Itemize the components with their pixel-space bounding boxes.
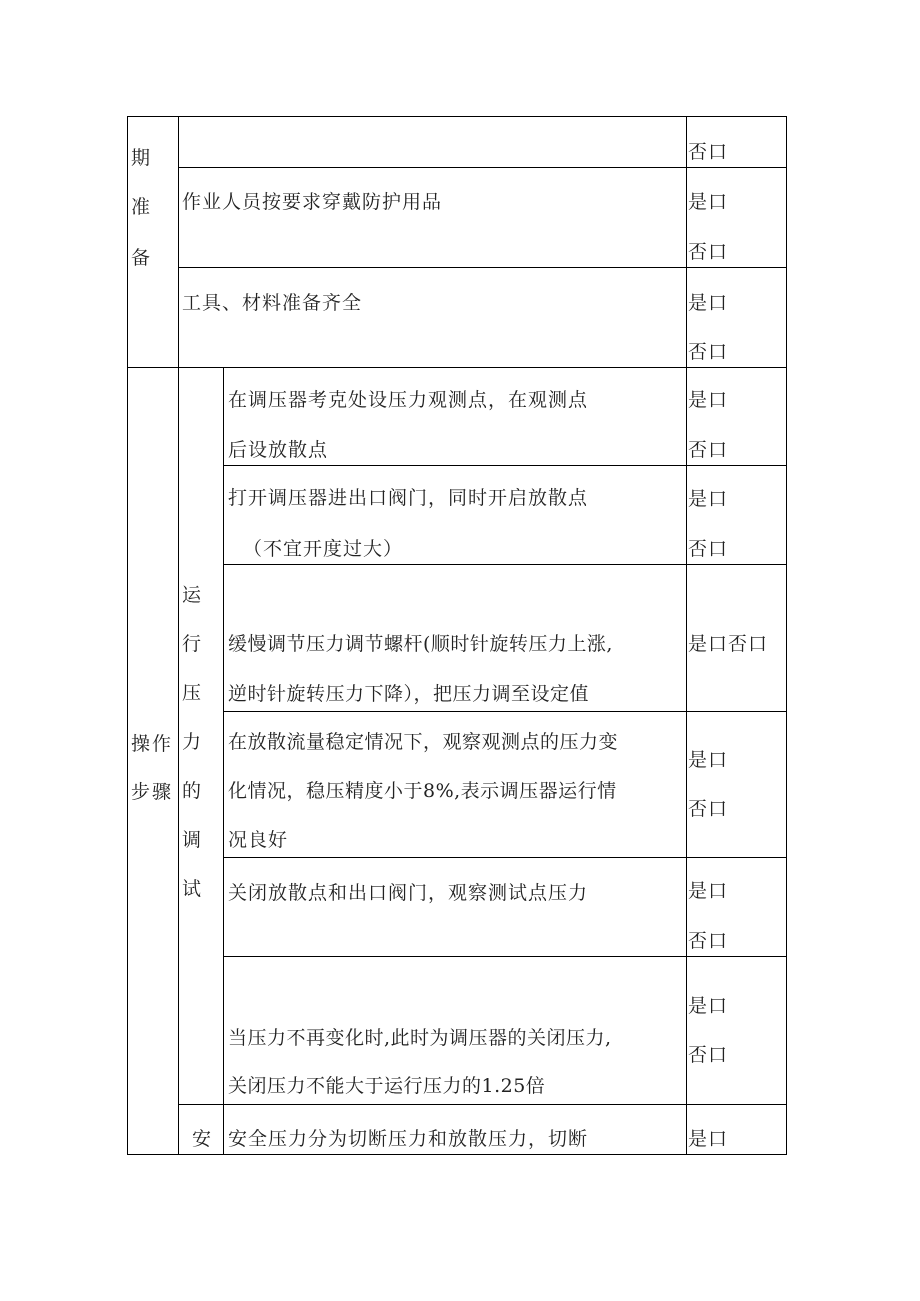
step-text: 在调压器考克处设压力观测点，在观测点 — [228, 389, 589, 411]
row-border — [178, 1104, 787, 1105]
sub-label-char: 力 — [182, 731, 202, 753]
step-text: 化情况，稳压精度小于8%,表示调压器运行情 — [228, 780, 617, 802]
step-text: 关闭放散点和出口阀门，观察测试点压力 — [228, 882, 589, 904]
section-label-char: 备 — [131, 247, 151, 269]
option-no[interactable]: 否口 — [688, 141, 729, 163]
col-border — [223, 367, 224, 1155]
option-yes[interactable]: 是口 — [688, 488, 729, 510]
step-text: 打开调压器进出口阀门，同时开启放散点 — [228, 487, 589, 509]
option-yes-no[interactable]: 是口否口 — [688, 633, 769, 655]
step-text: 况良好 — [228, 829, 289, 851]
sub-label-char: 调 — [182, 829, 202, 851]
option-no[interactable]: 否口 — [688, 241, 729, 263]
option-yes[interactable]: 是口 — [688, 292, 729, 314]
col-border — [686, 116, 687, 1155]
option-yes[interactable]: 是口 — [688, 880, 729, 902]
step-text: 逆时针旋转压力下降），把压力调至设定值 — [228, 683, 590, 705]
option-no[interactable]: 否口 — [688, 538, 729, 560]
row-border — [223, 711, 787, 712]
row-border — [127, 1154, 787, 1155]
option-yes[interactable]: 是口 — [688, 1128, 729, 1150]
option-no[interactable]: 否口 — [688, 930, 729, 952]
section-label-line: 操作 — [131, 733, 174, 755]
row-border — [223, 857, 787, 858]
sub-label-char: 运 — [182, 584, 202, 606]
section-label-line: 步骤 — [131, 781, 174, 803]
sub-label-char: 安 — [192, 1128, 212, 1150]
step-text: 关闭压力不能大于运行压力的1.25倍 — [228, 1075, 546, 1097]
sub-label-char: 压 — [182, 682, 202, 704]
step-text: 缓慢调节压力调节螺杆(顺时针旋转压力上涨, — [228, 633, 613, 655]
option-yes[interactable]: 是口 — [688, 995, 729, 1017]
col-border — [178, 116, 179, 1155]
row-border — [223, 956, 787, 957]
option-no[interactable]: 否口 — [688, 341, 729, 363]
sub-label-char: 试 — [182, 878, 202, 900]
step-text: （不宜开度过大） — [243, 538, 404, 560]
sub-label-char: 的 — [182, 780, 202, 802]
row-border — [178, 267, 787, 268]
option-yes[interactable]: 是口 — [688, 749, 729, 771]
col-border — [786, 116, 787, 1155]
section-label-char: 期 — [131, 147, 151, 169]
step-text: 在放散流量稳定情况下，观察观测点的压力变 — [228, 731, 619, 753]
row-border — [127, 367, 787, 368]
row-border — [178, 167, 787, 168]
col-border — [127, 116, 128, 1155]
option-yes[interactable]: 是口 — [688, 191, 729, 213]
step-text: 当压力不再变化时,此时为调压器的关闭压力, — [228, 1027, 612, 1049]
option-no[interactable]: 否口 — [688, 439, 729, 461]
section-label-char: 准 — [131, 196, 151, 218]
row-border — [223, 465, 787, 466]
option-no[interactable]: 否口 — [688, 798, 729, 820]
step-text: 后设放散点 — [228, 439, 329, 461]
check-item-text: 工具、材料准备齐全 — [182, 292, 363, 314]
sub-label-char: 行 — [182, 633, 202, 655]
row-border — [223, 564, 787, 565]
row-border — [127, 116, 787, 117]
option-no[interactable]: 否口 — [688, 1044, 729, 1066]
step-text: 安全压力分为切断压力和放散压力，切断 — [228, 1128, 589, 1150]
check-item-text: 作业人员按要求穿戴防护用品 — [182, 191, 443, 213]
option-yes[interactable]: 是口 — [688, 389, 729, 411]
